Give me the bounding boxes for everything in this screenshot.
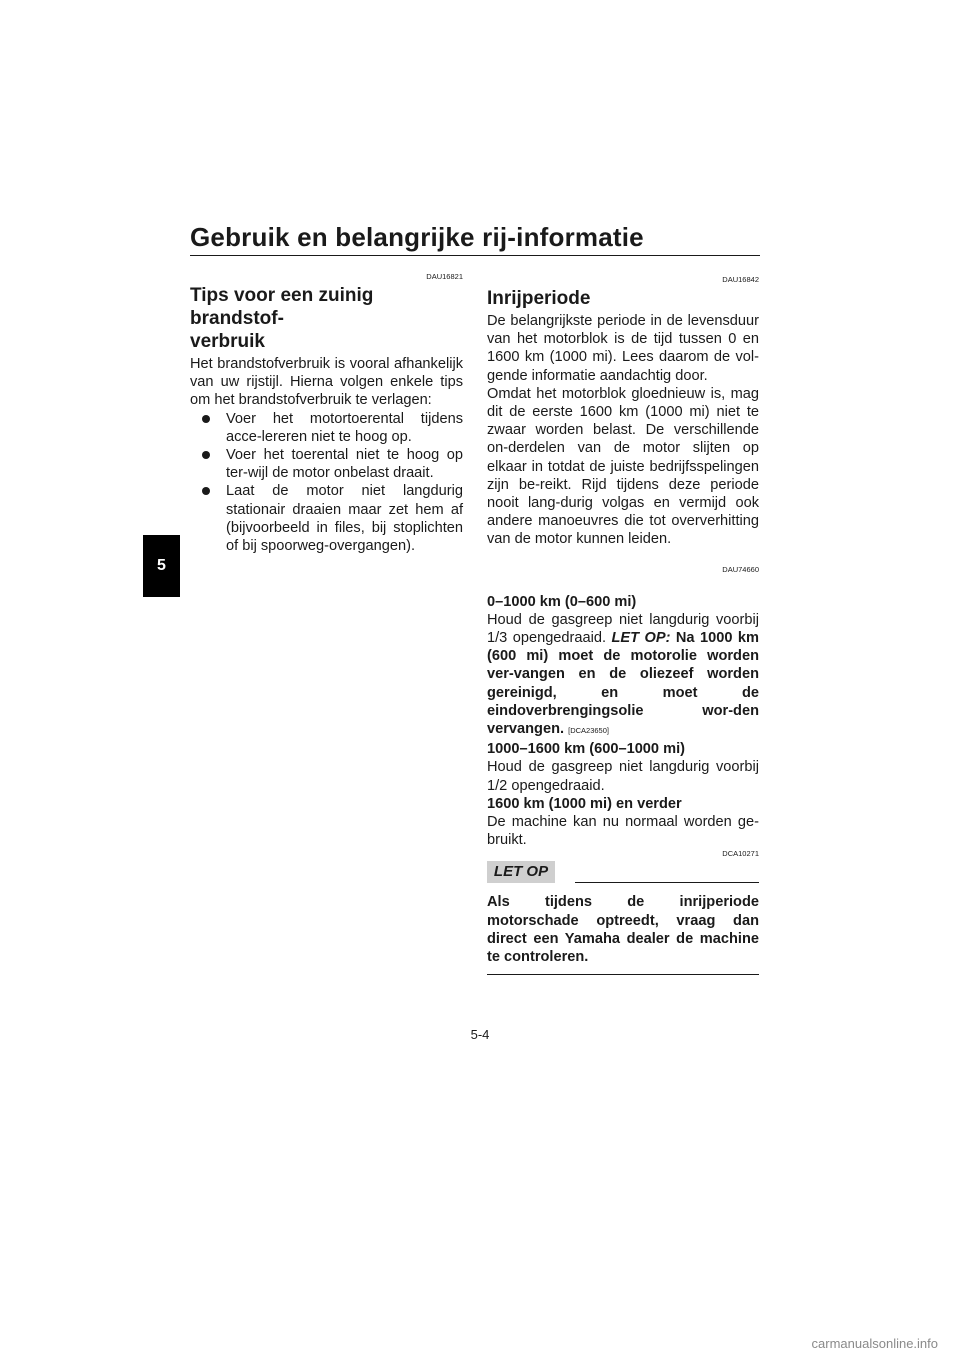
section-code: DAU16842 xyxy=(722,275,759,284)
section-code: DAU74660 xyxy=(722,564,759,574)
list-item-text: Voer het toerental niet te hoog op ter-wijl de motor onbelast draait. xyxy=(226,447,463,482)
paragraph: De machine kan nu normaal worden ge-bruikt. xyxy=(487,814,759,849)
reference-code: [DCA23650] xyxy=(568,726,609,736)
sub1-text: Houd de gasgreep niet langdurig voorbij 1/3 opengedraaid. xyxy=(487,611,759,647)
chapter-tab: 5 xyxy=(143,535,180,597)
heading-line-1: Tips voor een zuinig brandstof- xyxy=(190,285,374,329)
title-rule xyxy=(190,255,760,256)
notice-header xyxy=(487,861,759,885)
spacer xyxy=(487,577,759,593)
right-column xyxy=(487,275,759,975)
intro-paragraph: Het brandstofverbruik is vooral afhankelijk van uw rijstijl. Hierna volgen enkele tips om het brandstofverbruik te verlagen: xyxy=(190,356,463,409)
paragraph: De belangrijkste periode in de levensduur van het motorblok is de tijd tussen 0 en 1600 km (1000 mi). Lees daarom de vol-gende informatie aandachtig door. xyxy=(487,313,759,384)
notice-text: Als tijdens de inrijperiode motorschade optreedt, vraag dan direct een Yamaha dealer de machine te controleren. xyxy=(487,894,759,966)
tips-list xyxy=(190,410,463,556)
notice-rule xyxy=(575,882,759,883)
list-item-text: Voer het motortoerental tijdens acce-lereren niet te hoog op. xyxy=(226,410,463,445)
section-heading: Inrijperiode xyxy=(487,288,591,309)
list-item xyxy=(190,482,463,555)
bullet-icon xyxy=(202,415,210,423)
section-heading xyxy=(190,284,463,353)
page-number: 5-4 xyxy=(470,1027,490,1042)
list-item-text: Laat de motor niet langdurig stationair draaien maar zet hem af (bijvoorbeeld in files, bij stoplichten of bij spoorweg-overgangen). xyxy=(226,483,463,555)
subheading: 1600 km (1000 mi) en verder xyxy=(487,795,682,812)
heading-line-2: verbruik xyxy=(190,331,265,352)
watermark: carmanualsonline.info xyxy=(811,1336,938,1351)
subheading: 1000–1600 km (600–1000 mi) xyxy=(487,741,685,758)
list-item xyxy=(190,446,463,482)
paragraph xyxy=(487,611,759,740)
subheading: 0–1000 km (0–600 mi) xyxy=(487,593,637,610)
bullet-icon xyxy=(202,487,210,495)
notice-code: DCA10271 xyxy=(722,849,759,859)
notice-bottom-rule xyxy=(487,974,759,975)
bullet-icon xyxy=(202,451,210,459)
list-item xyxy=(190,410,463,446)
paragraph: Omdat het motorblok gloednieuw is, mag dit de eerste 1600 km (1000 mi) niet te zwaar worden belast. De verschillende on-derdelen van de motor slijten op elkaar in totdat de juiste bedrijfsspelingen zijn be-reikt. Rijd tijdens deze periode nooit lang-durig volgas en vermijd ook andere manoeuvres die tot oververhitting van de motor kunnen leiden. xyxy=(487,385,759,548)
section-code: DAU16821 xyxy=(426,272,463,281)
inline-notice-label: LET OP: xyxy=(611,630,671,647)
paragraph: Houd de gasgreep niet langdurig voorbij 1/2 opengedraaid. xyxy=(487,759,759,794)
inline-notice-text: Na 1000 km (600 mi) moet de motorolie worden ver-vangen en de oliezeef worden gereinigd, en moet de eindoverbrengingsolie wor-den vervangen. xyxy=(487,630,759,738)
left-column xyxy=(190,272,463,555)
spacer xyxy=(487,549,759,565)
notice-label: LET OP xyxy=(487,861,555,883)
page-title: Gebruik en belangrijke rij-informatie xyxy=(190,222,644,252)
